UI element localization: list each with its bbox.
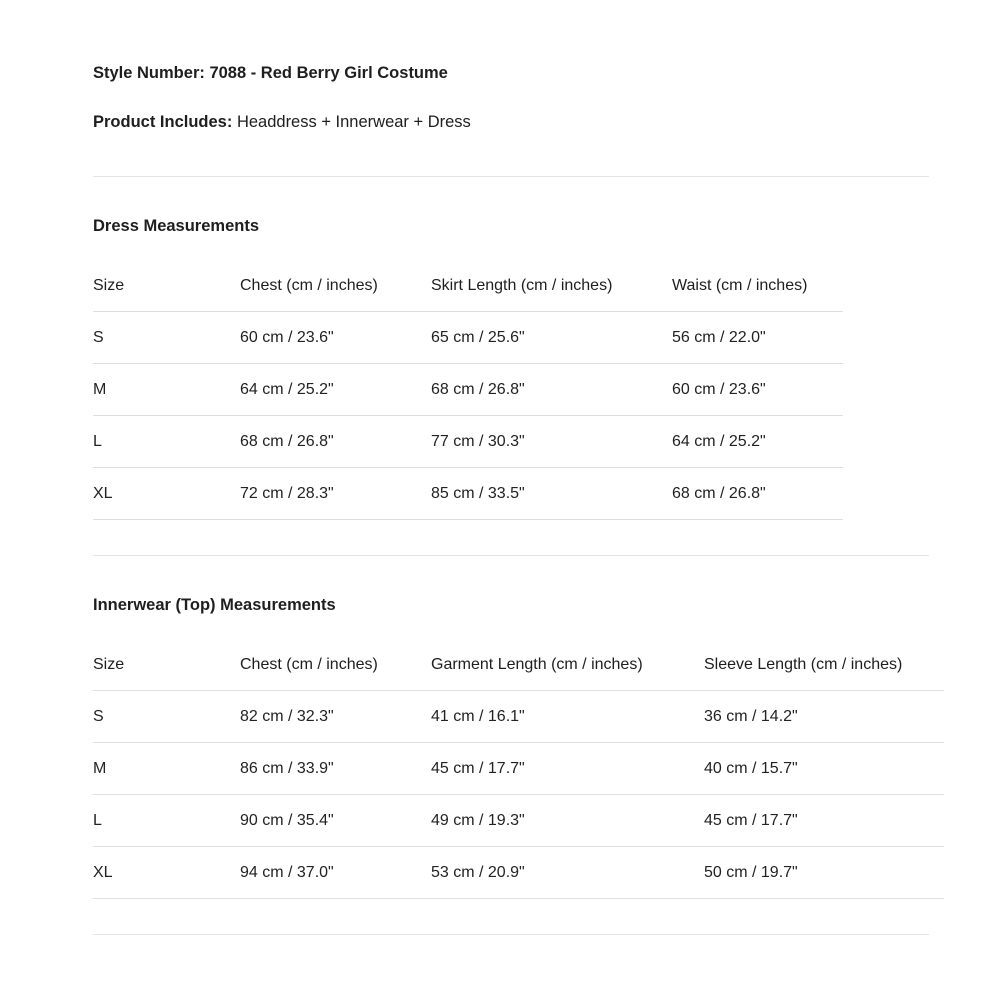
table-cell: 50 cm / 19.7" — [704, 847, 944, 899]
table-cell: 65 cm / 25.6" — [431, 312, 672, 364]
table-cell: M — [93, 364, 240, 416]
table-cell: 82 cm / 32.3" — [240, 691, 431, 743]
table-cell: 41 cm / 16.1" — [431, 691, 704, 743]
column-header: Chest (cm / inches) — [240, 639, 431, 691]
table-row — [93, 364, 843, 416]
table-row — [93, 847, 944, 899]
style-number-heading: Style Number: 7088 - Red Berry Girl Costume — [93, 64, 448, 82]
column-header: Skirt Length (cm / inches) — [431, 260, 672, 312]
table-cell: 68 cm / 26.8" — [431, 364, 672, 416]
column-header: Size — [93, 260, 240, 312]
table-row — [93, 743, 944, 795]
column-header: Waist (cm / inches) — [672, 260, 843, 312]
column-header: Size — [93, 639, 240, 691]
table-cell: L — [93, 795, 240, 847]
table-cell: 40 cm / 15.7" — [704, 743, 944, 795]
divider — [93, 176, 929, 177]
table-cell: 60 cm / 23.6" — [672, 364, 843, 416]
table-cell: L — [93, 416, 240, 468]
table-row — [93, 795, 944, 847]
table-row — [93, 691, 944, 743]
table-cell: XL — [93, 847, 240, 899]
divider — [93, 555, 929, 556]
innerwear-measurements-title: Innerwear (Top) Measurements — [93, 596, 336, 614]
table-cell: 85 cm / 33.5" — [431, 468, 672, 520]
table-header-row — [93, 639, 944, 691]
table-cell: 64 cm / 25.2" — [672, 416, 843, 468]
table-cell: 90 cm / 35.4" — [240, 795, 431, 847]
product-includes-label: Product Includes: — [93, 113, 233, 131]
table-cell: M — [93, 743, 240, 795]
divider — [93, 934, 929, 935]
table-row — [93, 468, 843, 520]
table-row — [93, 416, 843, 468]
dress-measurements-table — [93, 260, 843, 520]
table-row — [93, 312, 843, 364]
table-cell: 53 cm / 20.9" — [431, 847, 704, 899]
table-cell: 45 cm / 17.7" — [431, 743, 704, 795]
table-cell: 72 cm / 28.3" — [240, 468, 431, 520]
column-header: Sleeve Length (cm / inches) — [704, 639, 944, 691]
table-cell: 45 cm / 17.7" — [704, 795, 944, 847]
column-header: Chest (cm / inches) — [240, 260, 431, 312]
table-cell: 86 cm / 33.9" — [240, 743, 431, 795]
table-cell: XL — [93, 468, 240, 520]
table-cell: 49 cm / 19.3" — [431, 795, 704, 847]
column-header: Garment Length (cm / inches) — [431, 639, 704, 691]
table-cell: 77 cm / 30.3" — [431, 416, 672, 468]
table-cell: 56 cm / 22.0" — [672, 312, 843, 364]
product-includes-value: Headdress + Innerwear + Dress — [232, 113, 471, 131]
table-header-row — [93, 260, 843, 312]
table-cell: 94 cm / 37.0" — [240, 847, 431, 899]
table-cell: 64 cm / 25.2" — [240, 364, 431, 416]
table-cell: 36 cm / 14.2" — [704, 691, 944, 743]
table-cell: 60 cm / 23.6" — [240, 312, 431, 364]
product-includes — [93, 113, 471, 132]
table-cell: 68 cm / 26.8" — [672, 468, 843, 520]
dress-measurements-title: Dress Measurements — [93, 217, 259, 235]
table-cell: S — [93, 312, 240, 364]
table-cell: S — [93, 691, 240, 743]
innerwear-measurements-table — [93, 639, 944, 899]
table-cell: 68 cm / 26.8" — [240, 416, 431, 468]
